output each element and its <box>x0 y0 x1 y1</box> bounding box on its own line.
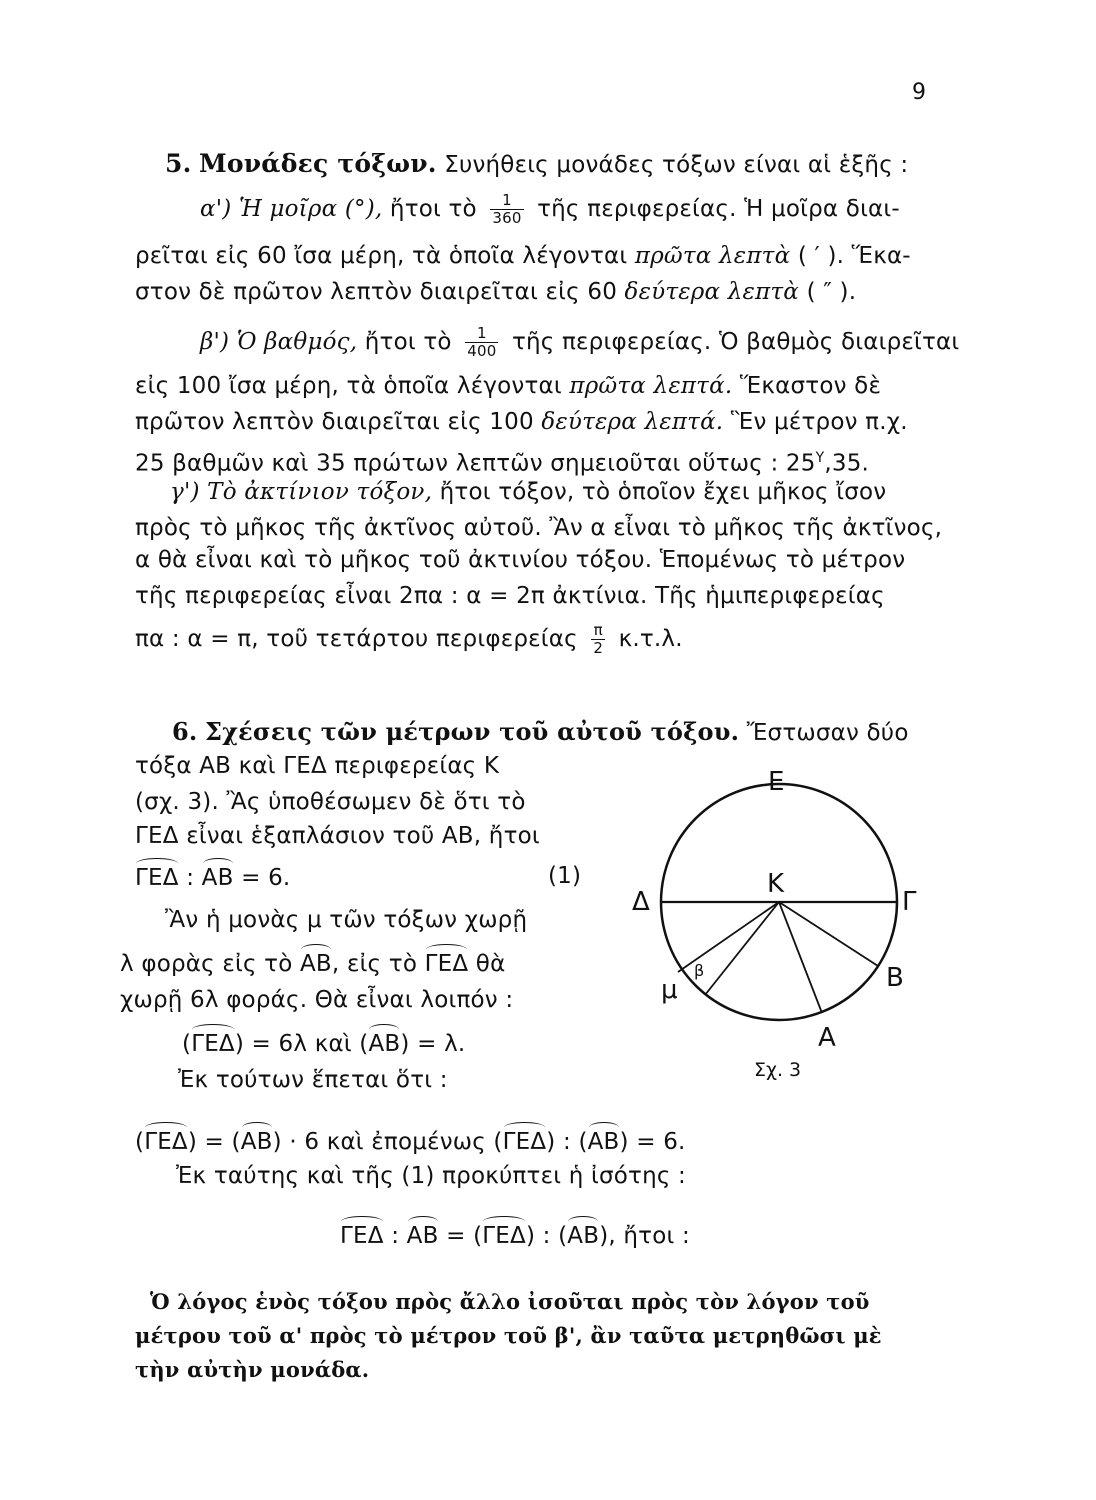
text-segment: ) = λ. <box>400 1031 466 1057</box>
section5-intro: Συνήθεις μονάδες τόξων είναι αἱ ἑξῆς : <box>444 152 909 178</box>
frac-numerator: 1 <box>465 325 498 343</box>
section6-title: Σχέσεις τῶν μέτρων τοῦ αὐτοῦ τόξου. <box>204 717 740 746</box>
section6-line-6: Ἂν ἡ μονὰς μ τῶν τόξων χωρῇ <box>165 907 528 933</box>
text-segment: στον δὲ πρῶτον λεπτὸν διαιρεῖται εἰς 60 <box>135 279 618 305</box>
label-e: Ε <box>768 767 785 797</box>
label-g: Γ <box>902 887 917 917</box>
text-segment: , εἰς τὸ <box>331 951 418 977</box>
text-segment: ( ″ ). <box>806 279 857 305</box>
grade-superscript: Y <box>815 450 825 466</box>
equation-1 <box>135 858 290 892</box>
label-k: Κ <box>767 869 785 899</box>
radius-ka <box>779 902 822 1013</box>
section5-heading <box>165 150 908 179</box>
text-segment: ἤτοι τὸ <box>389 196 477 222</box>
equation-1-number: (1) <box>548 863 582 889</box>
text-segment: 25 βαθμῶν καὶ 35 πρώτων λεπτῶν σημειοῦται οὕτως : 25 <box>135 450 816 477</box>
arc-ged: ΓΕΔ <box>503 1122 547 1156</box>
text-segment: κ.τ.λ. <box>618 626 683 652</box>
fraction-pi-2 <box>591 622 605 657</box>
text-segment: πρῶτον λεπτὸν διαιρεῖται εἰς 100 <box>135 409 534 435</box>
arc-ab: ΑΒ <box>588 1122 620 1156</box>
section5-line-a <box>200 192 900 227</box>
section6-line-3: (σχ. 3). Ἂς ὑποθέσωμεν δὲ ὅτι τὸ <box>135 789 526 815</box>
section6-line-10: Ἐκ τούτων ἕπεται ὅτι : <box>178 1067 448 1093</box>
text-segment: : <box>383 1223 407 1249</box>
arc-ab: ΑΒ <box>300 944 332 978</box>
frac-denominator: 400 <box>467 342 497 360</box>
section5-line-7 <box>135 408 908 436</box>
text-segment: ( ′ ). Ἕκα- <box>797 243 911 269</box>
frac-denominator: 2 <box>593 639 604 657</box>
text-segment: = ( <box>438 1223 483 1249</box>
text-segment: θὰ <box>468 951 506 977</box>
arc-ged: ΓΕΔ <box>144 1122 188 1156</box>
text-segment: ) = 6. <box>619 1129 686 1155</box>
section6-line-4: ΓΕΔ εἶναι ἑξαπλάσιον τοῦ ΑΒ, ἤτοι <box>135 823 540 849</box>
fraction-1-400 <box>465 325 498 360</box>
text-segment: = 6. <box>233 865 291 891</box>
term-first-minutes: πρῶτα λεπτά. <box>569 373 733 399</box>
equation-4 <box>340 1216 690 1250</box>
page-number: 9 <box>912 80 926 105</box>
term-seconds: δεύτερα λεπτά. <box>541 409 724 435</box>
label-beta: β <box>694 961 705 980</box>
text-segment: ,35. <box>824 450 870 477</box>
arc-ged: ΓΕΔ <box>135 858 179 892</box>
section5-line-8 <box>135 444 869 478</box>
arc-ab: ΑΒ <box>202 858 234 892</box>
frac-denominator: 360 <box>492 209 522 227</box>
arc-ab: ΑΒ <box>407 1216 439 1250</box>
section5-line-4 <box>135 278 856 306</box>
text-segment: : <box>178 865 202 891</box>
section6-line-12: Ἐκ ταύτης καὶ τῆς (1) προκύπτει ἡ ἰσότης : <box>176 1163 687 1189</box>
arc-ged: ΓΕΔ <box>191 1024 235 1058</box>
text-segment: ) : ( <box>546 1129 588 1155</box>
arc-ged: ΓΕΔ <box>482 1216 526 1250</box>
text-segment: τῆς περιφερείας. Ἡ μοῖρα διαι- <box>537 196 900 222</box>
radian-label: γ') Τὸ ἀκτίνιον τόξον, <box>170 479 433 505</box>
section5-line-c <box>170 478 886 506</box>
section5-line-13 <box>135 622 683 657</box>
text-segment: ἤτοι τὸ <box>364 329 452 355</box>
section5-number: 5. <box>165 149 192 178</box>
grade-label: β') Ὁ βαθμός, <box>200 329 358 355</box>
text-segment: ) · 6 καὶ ἐπομένως ( <box>272 1129 503 1155</box>
text-segment: πα : α = π, τοῦ τετάρτου περιφερείας <box>135 626 578 652</box>
arc-ged: ΓΕΔ <box>340 1216 384 1250</box>
equation-3 <box>135 1122 686 1156</box>
circle-diagram <box>618 760 938 1090</box>
section5-title: Μονάδες τόξων. <box>199 149 437 178</box>
figure-3 <box>618 760 938 1090</box>
section6-number: 6. <box>172 717 198 746</box>
section6-line-7 <box>120 944 505 978</box>
text-segment: Ἔστωσαν δύο <box>746 720 909 746</box>
text-segment: ἤτοι τόξον, τὸ ὁποῖον ἔχει μῆκος ἴσον <box>439 479 887 505</box>
arc-ab: ΑΒ <box>567 1216 599 1250</box>
section5-line-b <box>200 325 959 360</box>
frac-numerator: π <box>591 622 605 640</box>
arc-ab: ΑΒ <box>241 1122 273 1156</box>
theorem-line-3: τὴν αὐτὴν μονάδα. <box>135 1357 370 1382</box>
figure-caption: Σχ. 3 <box>754 1059 802 1081</box>
text-segment: τῆς περιφερείας. Ὁ βαθμὸς διαιρεῖται <box>511 329 960 355</box>
text-segment: ) = ( <box>187 1129 241 1155</box>
section6-line-8: χωρῇ 6λ φοράς. Θὰ εἶναι λοιπόν : <box>120 987 514 1013</box>
term-first-minutes: πρῶτα λεπτὰ <box>634 243 791 269</box>
theorem-line-1: Ὁ λόγος ἑνὸς τόξου πρὸς ἄλλο ἰσοῦται πρὸς τὸν λόγον τοῦ <box>150 1289 870 1314</box>
label-b: Β <box>886 963 904 993</box>
label-d: Δ <box>632 887 650 917</box>
text-segment: ( <box>182 1031 192 1057</box>
text-segment: ( <box>135 1129 145 1155</box>
section6-heading <box>172 718 909 747</box>
text-segment: Ἓν μέτρον π.χ. <box>730 409 908 435</box>
arc-ab: ΑΒ <box>368 1024 400 1058</box>
text-segment: ) = 6λ καὶ ( <box>234 1031 369 1057</box>
section6-line-2: τόξα ΑΒ καὶ ΓΕΔ περιφερείας Κ <box>135 753 500 779</box>
section5-line-12: τῆς περιφερείας εἶναι 2πα : α = 2π ἀκτίνια. Τῆς ἡμιπεριφερείας <box>135 583 885 609</box>
section5-line-3 <box>135 242 911 270</box>
section5-line-10: πρὸς τὸ μῆκος τῆς ἀκτῖνος αὐτοῦ. Ἂν α εἶναι τὸ μῆκος τῆς ἀκτῖνος, <box>135 515 943 541</box>
radius-kb <box>779 902 878 966</box>
term-seconds: δεύτερα λεπτὰ <box>624 279 800 305</box>
theorem-line-2: μέτρου τοῦ α' πρὸς τὸ μέτρον τοῦ β', ἂν ταῦτα μετρηθῶσι μὲ <box>135 1323 882 1348</box>
label-mu: μ <box>661 975 678 1005</box>
fraction-1-360 <box>490 192 523 227</box>
degree-label: α') Ἡ μοῖρα (°), <box>200 196 383 222</box>
text-segment: λ φορὰς εἰς τὸ <box>120 951 293 977</box>
equation-2 <box>182 1024 465 1058</box>
text-segment: ), ἤτοι : <box>599 1223 690 1249</box>
text-segment: ) : ( <box>525 1223 568 1249</box>
text-segment: εἰς 100 ἴσα μέρη, τὰ ὁποῖα λέγονται <box>135 373 562 399</box>
section5-line-11: α θὰ εἶναι καὶ τὸ μῆκος τοῦ ἀκτινίου τόξου. Ἑπομένως τὸ μέτρον <box>135 547 906 573</box>
arc-ged: ΓΕΔ <box>425 944 469 978</box>
label-a: Α <box>818 1023 836 1053</box>
frac-numerator: 1 <box>490 192 523 210</box>
text-segment: Ἕκαστον δὲ <box>739 373 882 399</box>
text-segment: ρεῖται εἰς 60 ἴσα μέρη, τὰ ὁποῖα λέγονται <box>135 243 628 269</box>
radius-to-mu-end <box>705 902 779 995</box>
section5-line-6 <box>135 372 881 400</box>
